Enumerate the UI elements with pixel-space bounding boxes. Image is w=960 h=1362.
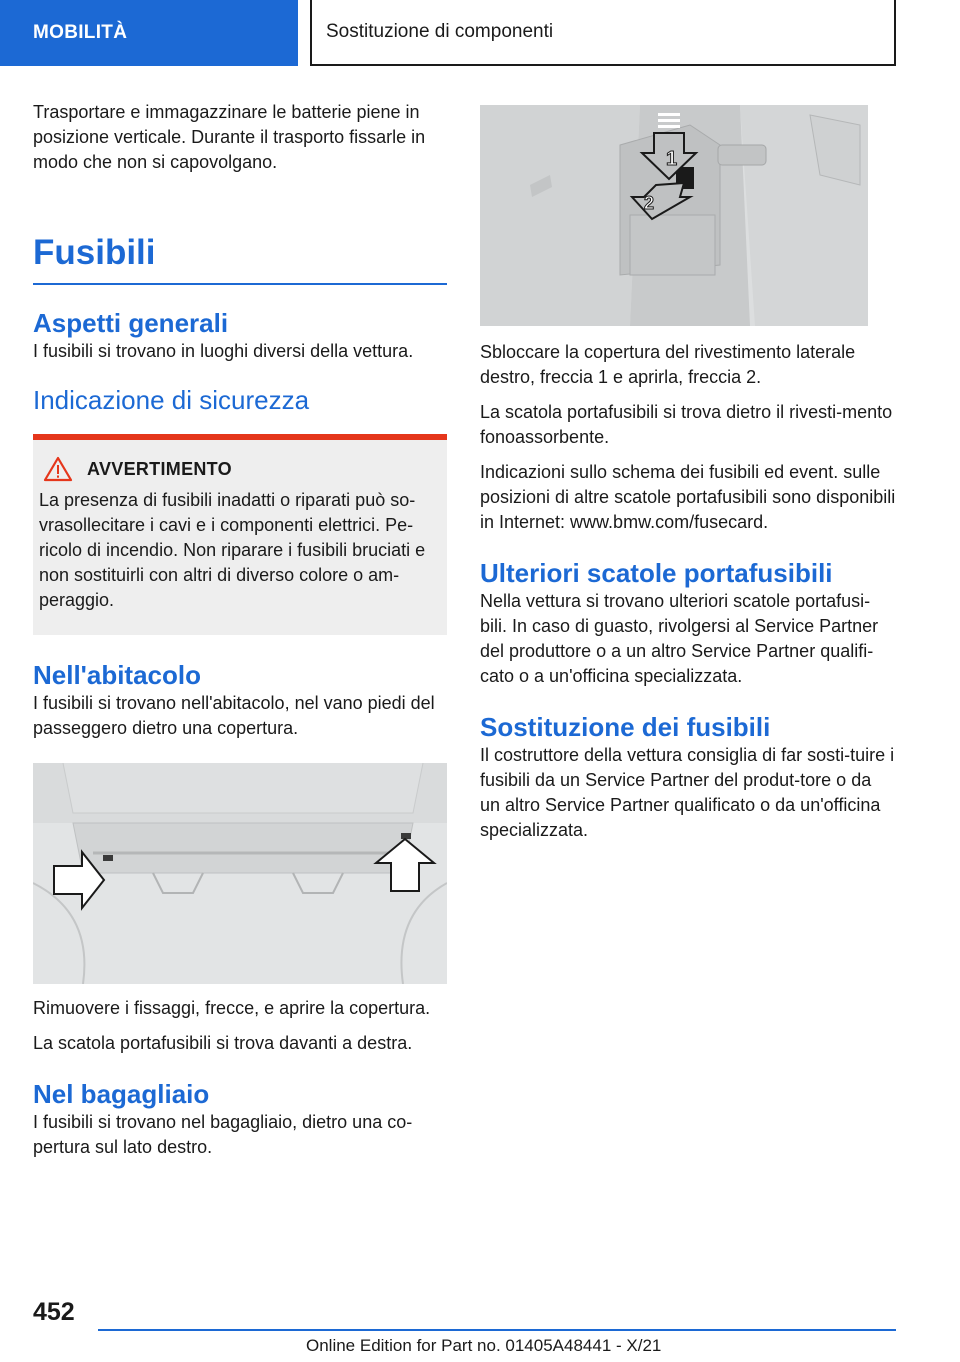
trunk-caption: Sbloccare la copertura del rivestimento laterale destro, freccia 1 e aprirla, freccia 2. <box>480 342 856 387</box>
replace-heading: Sostituzione dei fusibili <box>480 712 771 742</box>
warning-box <box>33 434 447 635</box>
cabin-caption: Rimuovere i fissaggi, frecce, e aprire la copertura. <box>33 998 431 1018</box>
left-column <box>33 100 447 1160</box>
general-heading: Aspetti generali <box>33 308 229 338</box>
trunk-cover-image <box>480 105 868 326</box>
cabin-location-paragraph: La scatola portafusibili si trova davanti a destra. <box>33 1033 413 1053</box>
safety-heading: Indicazione di sicurezza <box>33 385 310 415</box>
section-title: MOBILITÀ <box>33 22 128 43</box>
trunk-location-paragraph: La scatola portafusibili si trova dietro il rivesti-mento fonoassorbente. <box>480 402 893 447</box>
warning-title: AVVERTIMENTO <box>87 458 232 479</box>
page-title: Fusibili <box>33 233 156 272</box>
trunk-paragraph: I fusibili si trovano nel bagagliaio, dietro una co-pertura sul lato destro. <box>33 1112 413 1157</box>
cabin-fuse-cover-image <box>33 763 447 984</box>
chapter-title: Sostituzione di componenti <box>326 21 554 42</box>
arrow-2-label: 2 <box>644 193 655 213</box>
edition-text: Online Edition for Part no. 01405A48441 - X/21 <box>306 1336 662 1355</box>
chapter-header <box>310 0 896 66</box>
other-boxes-paragraph: Nella vettura si trovano ulteriori scatole portafusi-bili. In caso di guasto, rivolgersi al Service Partner del produttore o a un altro Service Partner qualifi-cato o a un'officina specializzata. <box>480 591 879 686</box>
warning-header <box>39 456 439 482</box>
warning-triangle-icon <box>43 456 73 482</box>
right-column <box>480 100 896 843</box>
trunk-illustration <box>480 105 868 326</box>
cabin-illustration <box>33 763 447 984</box>
other-boxes-heading: Ulteriori scatole portafusibili <box>480 558 833 588</box>
section-tab <box>0 0 298 66</box>
footer-divider <box>98 1329 896 1331</box>
warning-paragraph: La presenza di fusibili inadatti o riparati può so-vrasollecitare i cavi e i componenti elettrici. Pe-ricolo di incendio. Non riparare i fusibili bruciati e non sostituirli con altri di diverso colore o am-peraggio. <box>39 490 426 610</box>
intro-paragraph: Trasportare e immagazzinare le batterie piene in posizione verticale. Durante il trasporto fissarle in modo che non si capovolgano. <box>33 102 426 172</box>
fusibili-heading-block <box>33 233 447 285</box>
arrow-1-label: 1 <box>666 148 678 170</box>
info-paragraph: Indicazioni sullo schema dei fusibili ed event. sulle posizioni di altre scatole portafusibili sono disponibili in Internet: www.bmw.com/fusecard. <box>480 462 896 532</box>
page-number: 452 <box>33 1298 75 1326</box>
cabin-heading: Nell'abitacolo <box>33 660 201 690</box>
replace-paragraph: Il costruttore della vettura consiglia di far sosti-tuire i fusibili da un Service Partner del produt-tore o da un altro Service Partner qualificato o da un'officina specializzata. <box>480 745 895 840</box>
general-paragraph: I fusibili si trovano in luoghi diversi della vettura. <box>33 341 414 361</box>
cabin-paragraph: I fusibili si trovano nell'abitacolo, nel vano piedi del passeggero dietro una copertura. <box>33 693 435 738</box>
trunk-heading: Nel bagagliaio <box>33 1079 210 1109</box>
